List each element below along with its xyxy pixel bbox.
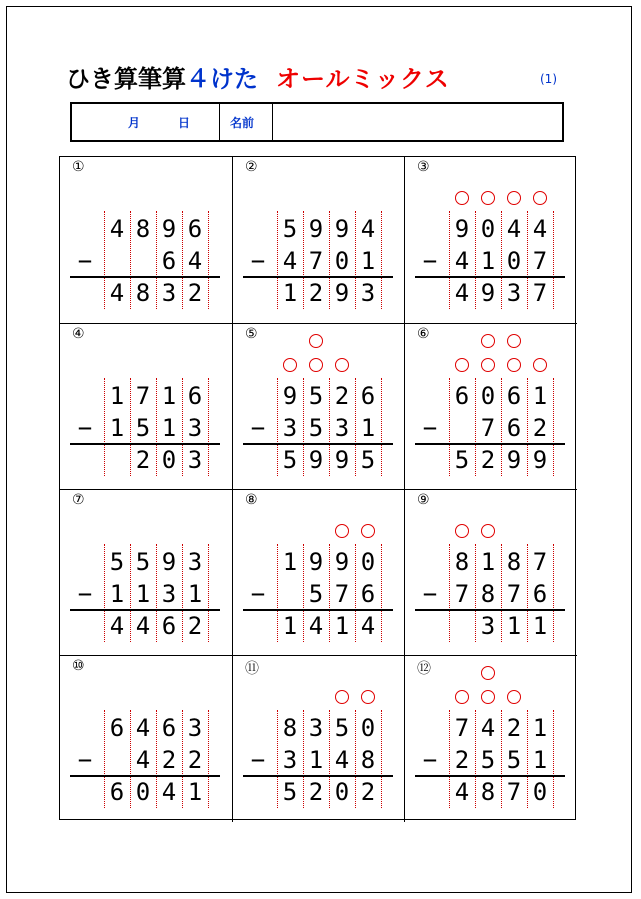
problem-number: ⑥ [417,326,430,342]
answer-digit: 0 [135,778,151,806]
problem-number: ⑫ [417,661,431,677]
borrow-circle [507,690,521,704]
top-digit: 0 [360,714,376,742]
top-digit: 9 [308,548,324,576]
bottom-digit: 6 [161,247,177,275]
answer-digit: 1 [506,612,522,640]
borrow-circle [335,358,349,372]
bottom-digit: 7 [454,580,470,608]
minus-sign: − [422,746,438,774]
title-part-subtraction: ひき算筆算 [66,65,186,93]
top-digit: 9 [161,548,177,576]
minus-sign: − [77,247,93,275]
name-box-divider [219,104,220,140]
top-digit: 5 [135,548,151,576]
top-digit: 8 [282,714,298,742]
guide-dotted-line [553,378,555,476]
answer-digit: 4 [360,612,376,640]
borrow-circle [507,334,521,348]
top-digit: 9 [308,215,324,243]
answer-digit: 2 [480,446,496,474]
answer-rule-line [70,609,220,611]
bottom-digit: 3 [161,580,177,608]
bottom-digit: 1 [135,580,151,608]
bottom-digit: 1 [161,414,177,442]
bottom-digit: 4 [454,247,470,275]
top-digit: 5 [334,714,350,742]
top-digit: 3 [187,548,203,576]
borrow-circle [481,666,495,680]
top-digit: 1 [532,714,548,742]
bottom-digit: 5 [308,580,324,608]
top-digit: 9 [161,215,177,243]
minus-sign: − [250,746,266,774]
name-label: 名前 [230,116,255,130]
day-label: 日 [178,116,191,130]
bottom-digit: 1 [532,746,548,774]
top-digit: 1 [161,382,177,410]
top-digit: 3 [308,714,324,742]
answer-digit: 2 [187,612,203,640]
answer-digit: 1 [282,279,298,307]
problem-number: ③ [417,159,430,175]
bottom-digit: 5 [480,746,496,774]
answer-digit: 9 [308,446,324,474]
top-digit: 1 [109,382,125,410]
bottom-digit: 0 [506,247,522,275]
borrow-circle [481,524,495,538]
problem-number: ⑨ [417,492,430,508]
answer-digit: 9 [334,446,350,474]
problem-number: ⑧ [245,492,258,508]
top-digit: 9 [454,215,470,243]
top-digit: 5 [282,215,298,243]
minus-sign: − [250,414,266,442]
minus-sign: − [77,580,93,608]
top-digit: 0 [360,548,376,576]
top-digit: 2 [334,382,350,410]
answer-rule-line [243,443,393,445]
problem-cell [60,323,232,490]
top-digit: 2 [506,714,522,742]
guide-dotted-line [553,211,555,309]
top-digit: 0 [480,215,496,243]
bottom-digit: 8 [360,746,376,774]
minus-sign: − [422,414,438,442]
borrow-circle [455,191,469,205]
top-digit: 4 [109,215,125,243]
problem-number: ⑪ [245,661,259,677]
answer-digit: 4 [161,778,177,806]
bottom-digit: 1 [109,414,125,442]
guide-dotted-line [208,378,210,476]
bottom-digit: 7 [480,414,496,442]
minus-sign: − [422,247,438,275]
borrow-circle [309,334,323,348]
bottom-digit: 7 [532,247,548,275]
bottom-digit: 1 [360,247,376,275]
borrow-circle [533,191,547,205]
problem-number: ⑩ [72,658,85,674]
problem-cell [60,655,232,822]
problem-cell [232,323,405,490]
problem-cell [60,489,232,656]
answer-digit: 7 [506,778,522,806]
month-label: 月 [128,116,141,130]
name-date-box [70,102,564,142]
minus-sign: − [77,414,93,442]
guide-dotted-line [381,544,383,642]
bottom-digit: 1 [187,580,203,608]
name-box-divider [272,104,273,140]
bottom-digit: 4 [187,247,203,275]
bottom-digit: 2 [454,746,470,774]
borrow-circle [481,358,495,372]
answer-digit: 6 [161,612,177,640]
top-digit: 1 [480,548,496,576]
top-digit: 3 [187,714,203,742]
answer-digit: 0 [334,778,350,806]
bottom-digit: 3 [282,414,298,442]
guide-dotted-line [381,378,383,476]
problem-cell [232,157,405,323]
top-digit: 6 [454,382,470,410]
answer-digit: 2 [187,279,203,307]
borrow-circle [533,358,547,372]
answer-digit: 0 [532,778,548,806]
problem-cell [60,157,232,323]
guide-dotted-line [553,544,555,642]
answer-digit: 9 [506,446,522,474]
guide-dotted-line [553,710,555,808]
bottom-digit: 6 [506,414,522,442]
answer-rule-line [243,276,393,278]
top-digit: 1 [282,548,298,576]
answer-digit: 9 [532,446,548,474]
guide-dotted-line [208,211,210,309]
answer-digit: 6 [109,778,125,806]
guide-dotted-line [381,710,383,808]
problem-number: ⑦ [72,492,85,508]
answer-digit: 4 [308,612,324,640]
bottom-digit: 7 [334,580,350,608]
answer-digit: 5 [282,446,298,474]
top-digit: 1 [532,382,548,410]
top-digit: 7 [135,382,151,410]
problem-cell [404,489,577,656]
answer-digit: 9 [480,279,496,307]
bottom-digit: 7 [506,580,522,608]
top-digit: 6 [506,382,522,410]
top-digit: 4 [360,215,376,243]
answer-digit: 5 [454,446,470,474]
top-digit: 6 [187,382,203,410]
answer-digit: 4 [109,612,125,640]
borrow-circle [455,358,469,372]
bottom-digit: 5 [308,414,324,442]
borrow-circle [481,690,495,704]
bottom-digit: 7 [308,247,324,275]
answer-digit: 3 [161,279,177,307]
problem-grid [59,156,576,820]
answer-rule-line [415,443,565,445]
top-digit: 9 [334,548,350,576]
minus-sign: − [250,247,266,275]
answer-digit: 4 [454,279,470,307]
minus-sign: − [77,746,93,774]
answer-rule-line [70,775,220,777]
borrow-circle [361,690,375,704]
top-digit: 7 [532,548,548,576]
bottom-digit: 0 [334,247,350,275]
problem-number: ⑤ [245,326,258,342]
answer-rule-line [415,775,565,777]
answer-digit: 5 [360,446,376,474]
answer-digit: 1 [282,612,298,640]
bottom-digit: 1 [360,414,376,442]
title-part-mix: オールミックス [276,65,450,93]
answer-rule-line [415,276,565,278]
bottom-digit: 3 [334,414,350,442]
bottom-digit: 3 [282,746,298,774]
top-digit: 4 [506,215,522,243]
bottom-digit: 4 [334,746,350,774]
answer-rule-line [70,443,220,445]
answer-digit: 3 [360,279,376,307]
bottom-digit: 2 [532,414,548,442]
top-digit: 4 [135,714,151,742]
top-digit: 4 [532,215,548,243]
bottom-digit: 3 [187,414,203,442]
answer-digit: 1 [334,612,350,640]
answer-digit: 0 [161,446,177,474]
answer-rule-line [243,609,393,611]
problem-cell [404,655,577,822]
answer-digit: 2 [360,778,376,806]
bottom-digit: 8 [480,580,496,608]
answer-rule-line [415,609,565,611]
answer-rule-line [243,775,393,777]
answer-digit: 3 [480,612,496,640]
guide-dotted-line [208,710,210,808]
top-digit: 6 [187,215,203,243]
borrow-circle [455,524,469,538]
top-digit: 7 [454,714,470,742]
borrow-circle [283,358,297,372]
sheet-number: (1) [540,72,557,86]
top-digit: 0 [480,382,496,410]
answer-digit: 8 [135,279,151,307]
bottom-digit: 1 [308,746,324,774]
answer-digit: 3 [506,279,522,307]
borrow-circle [455,690,469,704]
borrow-circle [481,334,495,348]
top-digit: 5 [308,382,324,410]
answer-digit: 4 [109,279,125,307]
bottom-digit: 1 [480,247,496,275]
bottom-digit: 5 [506,746,522,774]
worksheet-title [66,62,450,96]
answer-digit: 1 [532,612,548,640]
minus-sign: − [422,580,438,608]
problem-number: ① [72,159,85,175]
problem-number: ④ [72,326,85,342]
top-digit: 6 [109,714,125,742]
bottom-digit: 2 [161,746,177,774]
top-digit: 8 [135,215,151,243]
top-digit: 5 [109,548,125,576]
top-digit: 8 [454,548,470,576]
answer-digit: 5 [282,778,298,806]
answer-digit: 9 [334,279,350,307]
answer-digit: 8 [480,778,496,806]
top-digit: 9 [334,215,350,243]
borrow-circle [481,191,495,205]
title-part-digits: ４けた [186,65,258,93]
bottom-digit: 4 [135,746,151,774]
borrow-circle [507,191,521,205]
answer-digit: 7 [532,279,548,307]
borrow-circle [507,358,521,372]
top-digit: 8 [506,548,522,576]
answer-digit: 4 [135,612,151,640]
borrow-circle [335,690,349,704]
problem-number: ② [245,159,258,175]
answer-digit: 2 [135,446,151,474]
minus-sign: − [250,580,266,608]
bottom-digit: 5 [135,414,151,442]
answer-rule-line [70,276,220,278]
bottom-digit: 4 [282,247,298,275]
problem-cell [232,655,405,822]
borrow-circle [309,358,323,372]
problem-cell [232,489,405,656]
borrow-circle [335,524,349,538]
problem-cell [404,323,577,490]
top-digit: 9 [282,382,298,410]
bottom-digit: 6 [532,580,548,608]
problem-cell [404,157,577,323]
top-digit: 6 [161,714,177,742]
answer-digit: 2 [308,778,324,806]
answer-digit: 4 [454,778,470,806]
guide-dotted-line [208,544,210,642]
bottom-digit: 6 [360,580,376,608]
top-digit: 4 [480,714,496,742]
answer-digit: 1 [187,778,203,806]
bottom-digit: 2 [187,746,203,774]
answer-digit: 3 [187,446,203,474]
answer-digit: 2 [308,279,324,307]
guide-dotted-line [381,211,383,309]
borrow-circle [361,524,375,538]
bottom-digit: 1 [109,580,125,608]
top-digit: 6 [360,382,376,410]
